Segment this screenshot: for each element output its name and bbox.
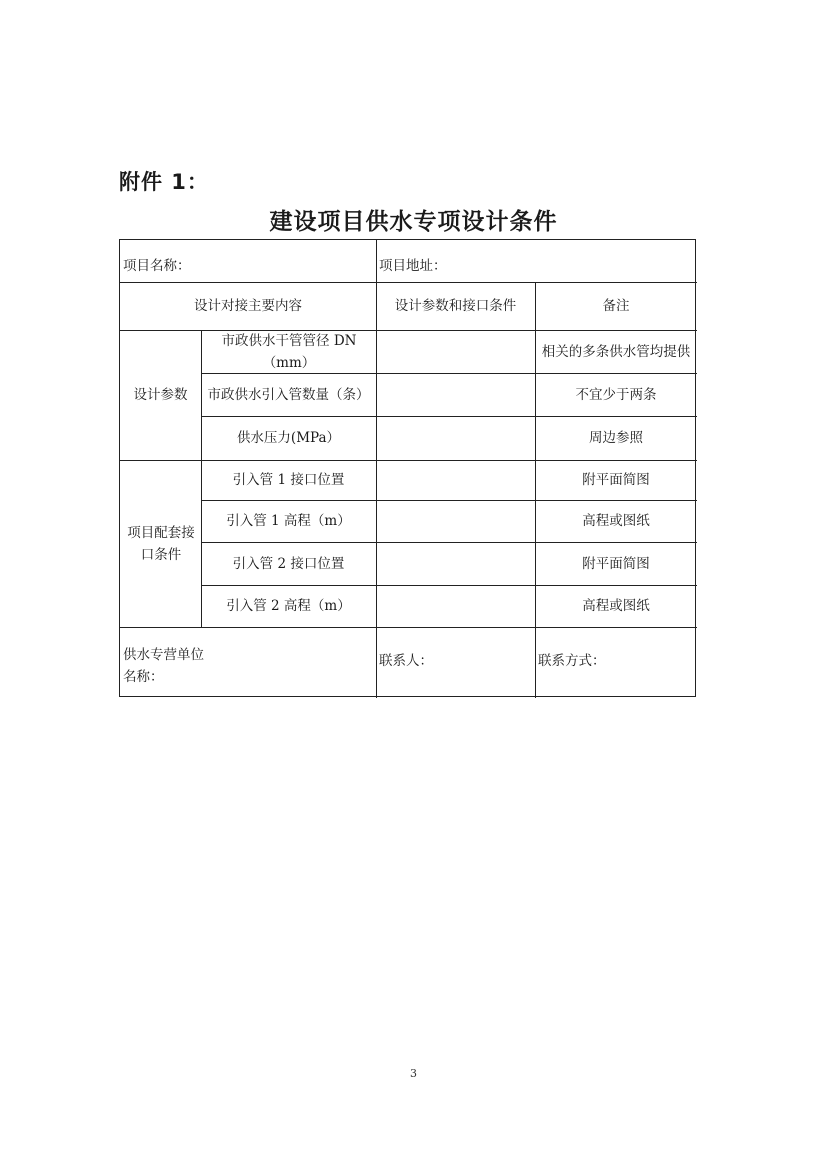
- row-remark: 附平面简图: [582, 472, 650, 488]
- project-name-field[interactable]: [190, 248, 370, 278]
- param-input[interactable]: [376, 500, 535, 542]
- row-remark: 附平面简图: [582, 555, 650, 572]
- row-item: 引入管 2 接口位置: [232, 555, 345, 572]
- row-remark: 不宜少于两条: [575, 386, 657, 403]
- contact-person-label: 联系人：: [379, 653, 433, 669]
- row-remark: 相关的多条供水管均提供: [541, 343, 691, 360]
- row-item: 引入管 1 接口位置: [232, 472, 345, 488]
- page-number: 3: [410, 1067, 417, 1080]
- param-input[interactable]: [376, 330, 535, 373]
- row-item: 引入管 1 高程（m）: [226, 513, 351, 529]
- design-conditions-table: [119, 239, 696, 697]
- column-header-content: 设计对接主要内容: [194, 298, 302, 314]
- param-input[interactable]: [376, 542, 535, 585]
- row-item: 供水压力(MPa）: [236, 430, 341, 446]
- project-name-label: 项目名称：: [123, 258, 191, 274]
- row-item: 市政供水干管管径 DN（mm）: [221, 332, 357, 371]
- row-item: 市政供水引入管数量（条）: [207, 386, 370, 403]
- column-header-remarks: 备注: [602, 298, 630, 314]
- column-header-params: 设计参数和接口条件: [394, 298, 517, 314]
- param-input[interactable]: [376, 416, 535, 460]
- row-item: 引入管 2 高程（m）: [226, 598, 351, 614]
- group-label-design-params: 设计参数: [133, 387, 188, 403]
- param-input[interactable]: [376, 373, 535, 416]
- unit-name-label: 供水专营单位名称：: [123, 647, 204, 685]
- row-divider: [120, 627, 697, 628]
- document-title: 建设项目供水专项设计条件: [269, 209, 558, 235]
- group-label-interface-conditions: 项目配套接口条件: [127, 524, 195, 563]
- project-address-label: 项目地址：: [379, 258, 447, 274]
- row-remark: 周边参照: [589, 430, 643, 446]
- row-remark: 高程或图纸: [582, 598, 650, 614]
- param-input[interactable]: [376, 585, 535, 627]
- param-input[interactable]: [376, 460, 535, 500]
- unit-name-field[interactable]: [215, 632, 370, 692]
- project-address-field[interactable]: [450, 248, 690, 278]
- contact-method-label: 联系方式：: [538, 653, 606, 669]
- attachment-label: 附件 1：: [119, 170, 209, 194]
- row-remark: 高程或图纸: [582, 513, 650, 529]
